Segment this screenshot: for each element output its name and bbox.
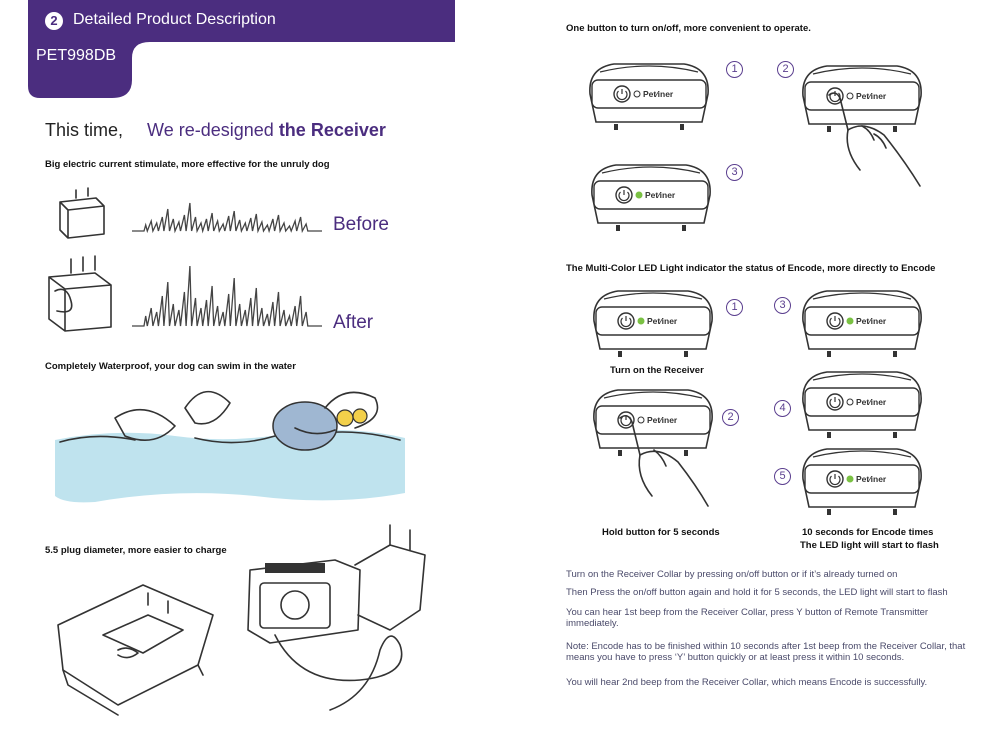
large-adapter-drawing xyxy=(45,255,120,335)
led-indicator xyxy=(847,476,853,482)
step-number-1: 1 xyxy=(726,61,743,78)
after-label: After xyxy=(333,312,374,333)
feature-led-text: The Multi-Color LED Light indicator the status of Encode, more directly to Encode xyxy=(566,263,936,274)
instruction-1: Turn on the Receiver Collar by pressing on/off button or if it’s already turned on xyxy=(566,569,898,580)
step-badge: 2 xyxy=(45,12,63,30)
led-step-number-4: 4 xyxy=(774,400,791,417)
caption-turn-on: Turn on the Receiver xyxy=(610,365,704,376)
feature-waterproof-text: Completely Waterproof, your dog can swim in the water xyxy=(45,361,296,372)
feature-plug-text: 5.5 plug diameter, more easier to charge xyxy=(45,545,227,556)
led-step-number-2: 2 xyxy=(722,409,739,426)
caption-hold: Hold button for 5 seconds xyxy=(602,527,720,538)
receiver-device-svg xyxy=(586,159,716,231)
feature-current-text: Big electric current stimulate, more effective for the unruly dog xyxy=(45,159,330,170)
brand-logo-text: Pet⁄iner xyxy=(856,474,887,484)
caption-encode-line1: 10 seconds for Encode times xyxy=(802,527,934,538)
led-indicator xyxy=(847,318,853,324)
led-indicator xyxy=(634,91,640,97)
pressing-hand-drawing xyxy=(824,90,924,190)
step-number-2: 2 xyxy=(777,61,794,78)
holding-hand-drawing xyxy=(612,410,712,510)
instruction-2: Then Press the on/off button again and hold it for 5 seconds, the LED light will start to flash xyxy=(566,587,948,598)
brand-logo-text: Pet⁄iner xyxy=(645,190,676,200)
led-indicator xyxy=(847,399,853,405)
small-adapter-drawing xyxy=(52,188,112,243)
receiver-device-led-flash-off xyxy=(797,366,927,438)
header-title: Detailed Product Description xyxy=(73,11,276,28)
instruction-3: You can hear 1st beep from the Receiver Collar, press Y button of Remote Transmitter immediately. xyxy=(566,607,929,629)
instruction-4: Note: Encode has to be finished within 10 seconds after 1st beep from the Receiver Collar, that means you have to press ‘Y’ button quickly or at least press it within 10 seconds. xyxy=(566,641,966,663)
led-indicator xyxy=(638,318,644,324)
receiver-device-led-flash-green xyxy=(797,285,927,357)
instruction-5: You will hear 2nd beep from the Receiver Collar, which means Encode is successfully. xyxy=(566,677,928,688)
receiver-device-led-flash-green-2 xyxy=(797,443,927,515)
led-step-number-1: 1 xyxy=(726,299,743,316)
receiver-device-svg xyxy=(588,285,718,357)
before-waveform xyxy=(132,195,322,235)
headline-middle: We re-designed xyxy=(147,120,274,140)
led-step-number-3: 3 xyxy=(774,297,791,314)
receiver-device-svg xyxy=(797,443,927,515)
receiver-device-svg xyxy=(797,366,927,438)
led-step-number-5: 5 xyxy=(774,468,791,485)
receiver-device-on xyxy=(586,159,716,231)
led-indicator xyxy=(636,192,642,198)
receiver-device-svg xyxy=(797,285,927,357)
swimming-dog-illustration xyxy=(55,378,425,518)
brand-logo-text: Pet⁄iner xyxy=(856,316,887,326)
model-name: PET998DB xyxy=(36,47,117,64)
receiver-device-svg xyxy=(584,58,714,130)
headline xyxy=(45,120,386,141)
receiver-device-off xyxy=(584,58,714,130)
receiver-device-led-on xyxy=(588,285,718,357)
brand-logo-text: Pet⁄iner xyxy=(647,415,678,425)
after-waveform xyxy=(132,250,322,330)
feature-button-text: One button to turn on/off, more convenient to operate. xyxy=(566,23,811,34)
brand-logo-text: Pet⁄iner xyxy=(856,397,887,407)
brand-logo-text: Pet⁄iner xyxy=(856,91,887,101)
before-label: Before xyxy=(333,214,389,235)
brand-logo-text: Pet⁄iner xyxy=(647,316,678,326)
charger-drawing xyxy=(240,535,440,715)
receiver-body-drawing xyxy=(48,575,223,715)
caption-encode-line2: The LED light will start to flash xyxy=(800,540,939,551)
step-number-3: 3 xyxy=(726,164,743,181)
headline-bold: the Receiver xyxy=(278,120,386,140)
brand-logo-text: Pet⁄iner xyxy=(643,89,674,99)
headline-prefix: This time, xyxy=(45,120,124,140)
